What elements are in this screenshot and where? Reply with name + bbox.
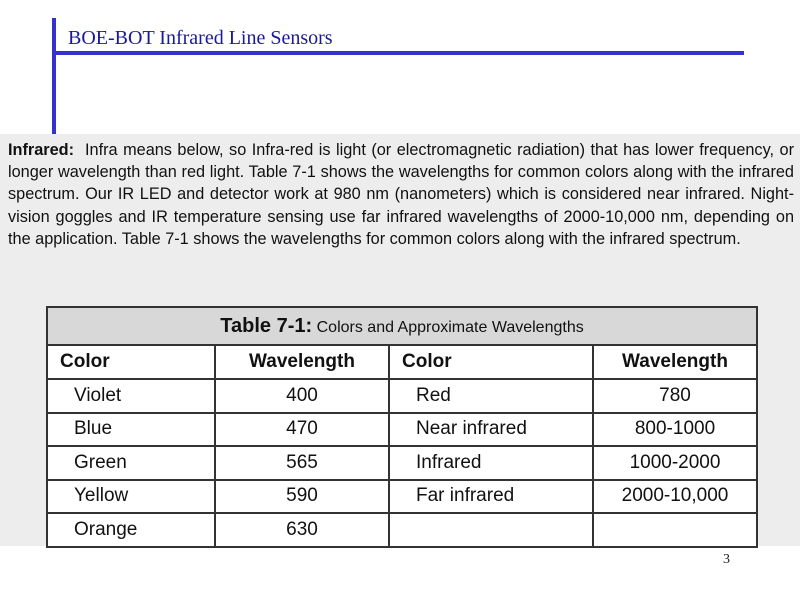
accent-vertical-rule: [52, 18, 56, 134]
wavelength-value: 780: [593, 379, 757, 413]
wavelength-value: 400: [215, 379, 389, 413]
accent-horizontal-rule: [56, 51, 744, 55]
excerpt-paragraph: [8, 139, 794, 250]
color-name: Orange: [47, 513, 215, 547]
wavelength-value: 1000-2000: [593, 446, 757, 480]
table-row: [47, 480, 757, 514]
header-color-2: Color: [389, 345, 593, 379]
excerpt-body: Infra means below, so Infra-red is light (or electromagnetic radiation) that has lower frequency, or longer wavelength than red light. Table 7-1 shows the wavelengths for common colors along with the infrared spectrum. Our IR LED and detector work at 980 nm (nanometers) which is considered near infrared. Night-vision goggles and IR temperature sensing use far infrared wavelengths of 2000-10,000 nm, depending on the application. Table 7-1 shows the wavelengths for common colors along with the infrared spectrum.: [8, 141, 794, 248]
header-wavelength-1: Wavelength: [215, 345, 389, 379]
excerpt-lead: Infrared:: [8, 141, 75, 159]
color-name: Far infrared: [389, 480, 593, 514]
color-name: Violet: [47, 379, 215, 413]
wavelength-value: 630: [215, 513, 389, 547]
color-name: Infrared: [389, 446, 593, 480]
header-color-1: Color: [47, 345, 215, 379]
table-row: [47, 446, 757, 480]
color-name: Green: [47, 446, 215, 480]
color-name: Red: [389, 379, 593, 413]
wavelength-value: 565: [215, 446, 389, 480]
scanned-excerpt: [0, 134, 800, 546]
wavelength-table: [46, 306, 758, 548]
color-name: Blue: [47, 413, 215, 447]
table-row: [47, 513, 757, 547]
table-caption-text: Colors and Approximate Wavelengths: [316, 318, 584, 336]
table-caption-lead: Table 7-1:: [220, 314, 313, 337]
table-header-row: [47, 345, 757, 379]
slide-title: BOE-BOT Infrared Line Sensors: [68, 27, 333, 49]
empty-cell: [389, 513, 593, 547]
table-row: [47, 379, 757, 413]
page-number: 3: [723, 552, 730, 567]
wavelength-value: 590: [215, 480, 389, 514]
header-wavelength-2: Wavelength: [593, 345, 757, 379]
wavelength-value: 800-1000: [593, 413, 757, 447]
color-name: Yellow: [47, 480, 215, 514]
empty-cell: [593, 513, 757, 547]
table-caption: [47, 307, 757, 345]
wavelength-value: 2000-10,000: [593, 480, 757, 514]
table-row: [47, 413, 757, 447]
color-name: Near infrared: [389, 413, 593, 447]
table-caption-row: [47, 307, 757, 345]
wavelength-value: 470: [215, 413, 389, 447]
